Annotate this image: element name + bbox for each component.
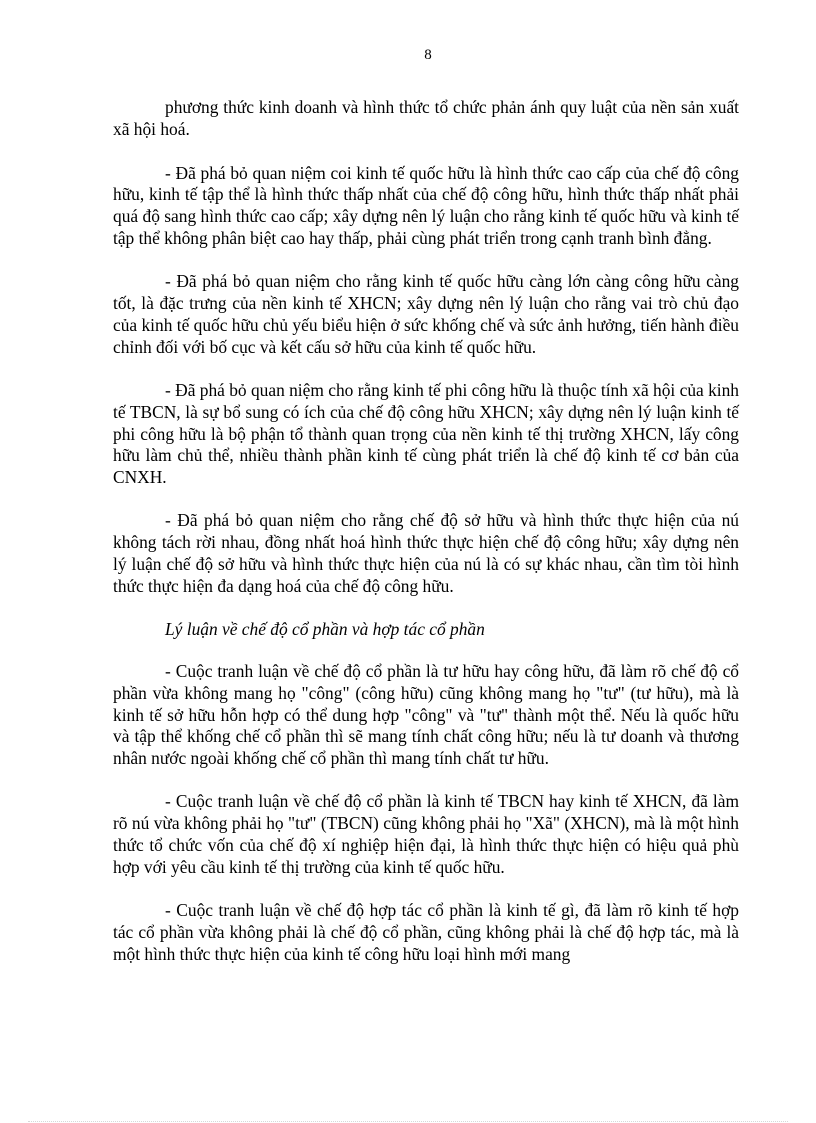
paragraph: - Cuộc tranh luận về chế độ cổ phần là kinh tế TBCN hay kinh tế XHCN, đã làm rõ nú vừa không phải họ "tư" (TBCN) cũng không phải họ "Xã" (XHCN), mà là một hình thức tổ chức vốn của chế độ xí nghiệp hiện đại, là hình thức thực hiện có hiệu quả phù hợp với yêu cầu kinh tế thị trường của kinh tế quốc hữu. (113, 791, 739, 877)
paragraph: phương thức kinh doanh và hình thức tổ chức phản ánh quy luật của nền sản xuất xã hội hoá. (113, 97, 739, 139)
document-body (113, 97, 739, 987)
section-heading: Lý luận về chế độ cổ phần và hợp tác cổ phần (165, 619, 485, 640)
page-bottom-divider (28, 1121, 788, 1122)
paragraph: - Đã phá bỏ quan niệm cho rằng kinh tế phi công hữu là thuộc tính xã hội của kinh tế TBCN, là sự bổ sung có ích của chế độ công hữu XHCN; xây dựng nên lý luận kinh tế phi công hữu là bộ phận tổ thành quan trọng của nền kinh tế thị trường XHCN, lấy công hữu làm chủ thể, nhiều thành phần kinh tế cùng phát triển là chế độ kinh tế cơ bản của CNXH. (113, 379, 740, 488)
paragraph: - Cuộc tranh luận về chế độ cổ phần là tư hữu hay công hữu, đã làm rõ chế độ cổ phần vừa không mang họ "công" (công hữu) cũng không mang họ "tư" (tư hữu), mà là kinh tế sở hữu hỗn hợp có thể dung hợp "công" và "tư" thành một thể. Nếu là quốc hữu và tập thể khống chế cổ phần thì sẽ mang tính chất công hữu; nếu là tư doanh và thương nhân nước ngoài khống chế cổ phần thì mang tính chất tư hữu. (113, 660, 739, 769)
paragraph: - Đã phá bỏ quan niệm cho rằng kinh tế quốc hữu càng lớn càng công hữu càng tốt, là đặc trưng của nền kinh tế XHCN; xây dựng nên lý luận cho rằng vai trò chủ đạo của kinh tế quốc hữu chủ yếu biểu hiện ở sức khống chế và sức ảnh hưởng, tiến hành điều chỉnh đối với bố cục và kết cấu sở hữu của kinh tế quốc hữu. (113, 271, 739, 357)
page-number: 8 (424, 47, 432, 63)
paragraph: - Đã phá bỏ quan niệm coi kinh tế quốc hữu là hình thức cao cấp của chế độ công hữu, kinh tế tập thể là hình thức thấp nhất của chế độ công hữu, hình thức thấp nhất phải quá độ sang hình thức cao cấp; xây dựng nên lý luận cho rằng kinh tế quốc hữu và kinh tế tập thể không phân biệt cao hay thấp, phải cùng phát triển trong cạnh tranh bình đẳng. (113, 162, 739, 248)
paragraph: - Đã phá bỏ quan niệm cho rằng chế độ sở hữu và hình thức thực hiện của nú không tách rời nhau, đồng nhất hoá hình thức thực hiện chế độ công hữu; xây dựng nên lý luận chế độ sở hữu và hình thức thực hiện của nú là có sự khác nhau, cần tìm tòi hình thức thực hiện đa dạng hoá của chế độ công hữu. (113, 510, 739, 596)
paragraph: - Cuộc tranh luận về chế độ hợp tác cổ phần là kinh tế gì, đã làm rõ kinh tế hợp tác cổ phần vừa không phải là chế độ cổ phần, cũng không phải là chế độ hợp tác, mà là một hình thức thực hiện của kinh tế công hữu loại hình mới mang (113, 900, 739, 964)
